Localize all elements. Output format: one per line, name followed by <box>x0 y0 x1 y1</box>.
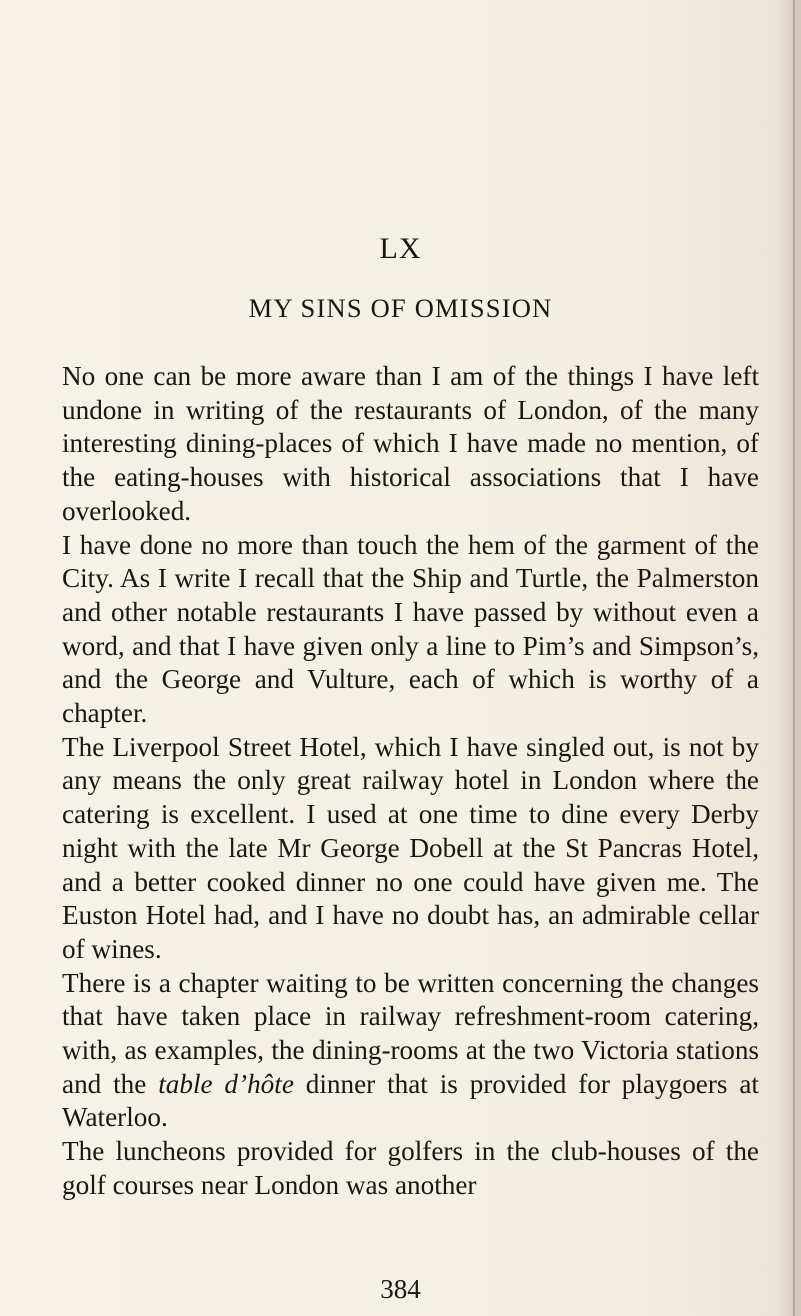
paragraph-4-text-after: dinner that is provided for playgoers at Waterloo. <box>62 1068 759 1133</box>
paragraph-4 <box>62 967 759 1136</box>
paragraph-4-italic-phrase: table d’hôte <box>158 1068 294 1099</box>
paragraph-3: The Liverpool Street Hotel, which I have singled out, is not by any means the only great railway hotel in London where the catering is excellent. I used at one time to dine every Derby night with the late Mr George Dobell at the St Pancras Hotel, and a better cooked dinner no one could have given me. The Euston Hotel had, and I have no doubt has, an admirable cellar of wines. <box>62 731 759 964</box>
page-edge <box>793 0 795 1316</box>
paragraph-5: The luncheons provided for golfers in the club-houses of the golf courses near London was another <box>62 1136 759 1200</box>
chapter-title: MY SINS OF OMISSION <box>248 293 553 323</box>
paragraph-4-text-before: There is a chapter waiting to be written concerning the changes that have taken place in railway refreshment-room catering, with, as examples, the dining-rooms at the two Victoria stations and the <box>62 967 759 1099</box>
paragraph-2: I have done no more than touch the hem of the garment of the City. As I write I recall that the Ship and Turtle, the Palmerston and other notable restaurants I have passed by without even a word, and that I have given only a line to Pim’s and Simpson’s, and the George and Vulture, each of which is worthy of a chapter. <box>62 529 759 729</box>
body-text <box>62 360 759 1203</box>
chapter-number: LX <box>379 232 422 265</box>
paragraph-1: No one can be more aware than I am of the things I have left undone in writing of the restaurants of London, of the many interesting dining-places of which I have made no mention, of the eating-houses with historical associations that I have overlooked. <box>62 361 759 526</box>
page-number: 384 <box>380 1274 421 1304</box>
